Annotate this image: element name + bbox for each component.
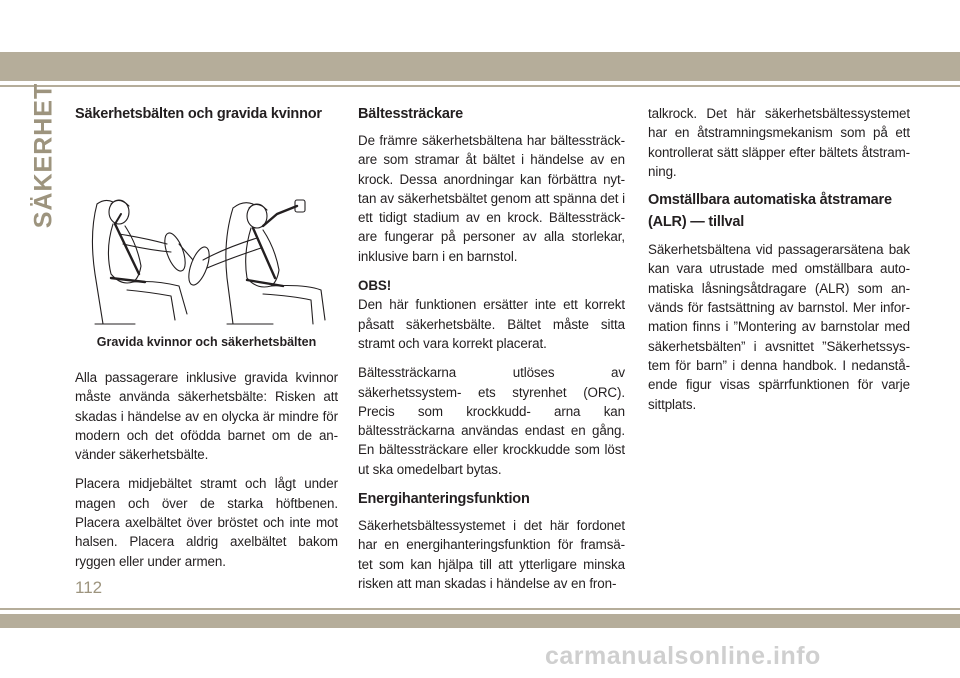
paragraph: Bältessträckarna utlöses av säkerhetssystem- ets styrenhet (ORC). Precis som krockkudd- arna kan bältessträckarna användas endast en gång. En bältessträckare eller krockkudde som löst ut ska omedelbart bytas. (358, 365, 625, 477)
header-rule (0, 85, 960, 87)
column-1 (75, 104, 338, 571)
note-title: OBS! (358, 278, 392, 294)
heading-energy-management: Energihanteringsfunktion (358, 491, 530, 508)
paragraph: Säkerhetsbältessystemet i det här fordonet har en energihanteringsfunktion för framsä- tet som kan hjälpa till att ytterligare minska risken att man skadas i händelse av en fron- (358, 518, 625, 591)
paragraph: Säkerhetsbältena vid passagerarsätena bak kan vara utrustade med omställbara auto- matiska låsningsåtdragare (ALR) som an- vänds för fastsättning av barnstol. Mer infor- mation finns i ”Montering av barnstolar med säkerhetsbälten” i avsnittet ”Säkerhetssys- tem för barn” i denna handbok. I nedanstå- ende figur visas spärrfunktionen för varje sittplats. (648, 242, 910, 412)
page-number: 112 (75, 578, 103, 597)
column-2 (358, 104, 625, 593)
watermark: carmanualsonline.info (545, 642, 821, 670)
heading-alr: Omställbara automatiska åtstramare (ALR) — tillval (648, 192, 892, 231)
paragraph: Alla passagerare inklusive gravida kvinnor måste använda säkerhetsbälte: Risken att skadas i händelse av en olycka är mindre för modern och det ofödda barnet om de an- vänder säkerhetsbälte. (75, 370, 338, 463)
paragraph: Placera midjebältet stramt och lågt under magen och över de starka höftbenen. Placera axelbältet över bröstet och inte mot halsen. Placera aldrig axelbältet bakom ryggen eller under armen. (75, 476, 338, 569)
heading-pretensioners: Bältessträckare (358, 106, 464, 122)
column-3 (648, 104, 910, 414)
pregnant-women-illustration (75, 174, 338, 334)
paragraph: De främre säkerhetsbältena har bältessträck- are som stramar åt bältet i händelse av en krock. Dessa anordningar kan förbättra nyt- tan av säkerhetsbältet genom att spänna det i ett tidigt stadium av en krock. Bältessträck- are fungerar på personer av alla storlekar, inklusive barn i en barnstol. (358, 133, 625, 264)
footer-rule (0, 608, 960, 610)
figure-pregnant-women (75, 124, 338, 334)
section-tab-label: SÄKERHET (29, 82, 58, 228)
figure-caption: Gravida kvinnor och säkerhetsbälten (96, 335, 317, 349)
section-tab (29, 82, 58, 228)
paragraph: talkrock. Det här säkerhetsbältessystemet har en åtstramningsmekanism som på ett kontrollerat sätt släpper efter bältets åtstram- ning. (648, 106, 910, 179)
heading-pregnant-belts: Säkerhetsbälten och gravida kvinnor (75, 106, 322, 122)
note-text: Den här funktionen ersätter inte ett korrekt påsatt säkerhetsbälte. Bältet måste sitta stramt och vara korrekt placerat. (358, 297, 625, 351)
footer-band (0, 614, 960, 628)
header-band (0, 52, 960, 81)
